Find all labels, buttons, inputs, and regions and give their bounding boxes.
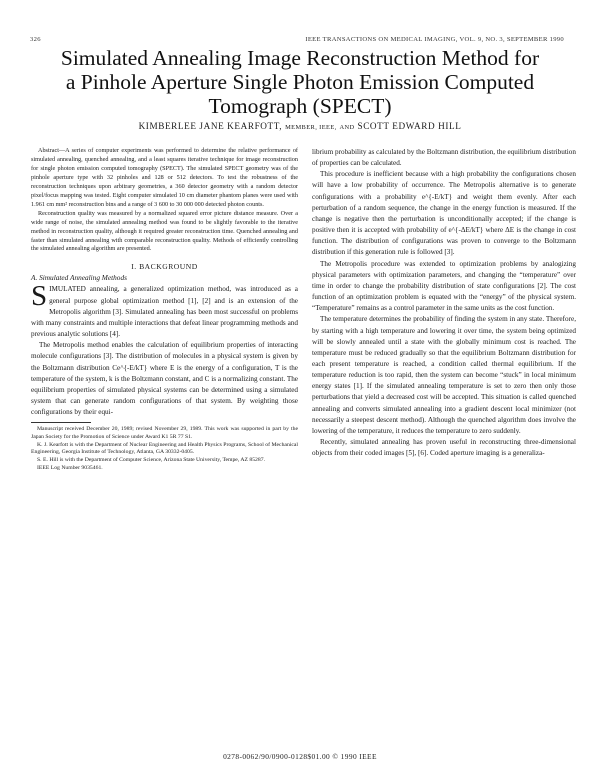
- author-conjunction: AND: [339, 124, 355, 131]
- journal-running-head: IEEE TRANSACTIONS ON MEDICAL IMAGING, VOL. 9, NO. 3, SEPTEMBER 1990: [305, 36, 564, 43]
- subsection-heading: A. Simulated Annealing Methods: [31, 273, 127, 283]
- footnote-kearfott-affiliation: K. J. Kearfott is with the Department of Nuclear Engineering and Health Physics Programs, School of Mechanical Engineering, Georgia Institute of Technology, Atlanta, GA 30332-0405.: [31, 441, 298, 456]
- drop-cap: S: [31, 280, 48, 313]
- intro-text: [31, 280, 298, 418]
- footnotes: [31, 426, 298, 472]
- abstract: [31, 147, 298, 254]
- right-paragraph-3: The Metropolis procedure was extended to optimization problems by analogizing physical parameters with optimization parameters, and changing the “temperature” over time in order to change the probability distribution of state configurations [2]. The cost function of an optimization problem is equated with the “energy” of the physical system. “Temperature” remains as a control parameter in the same units as the cost function.: [312, 259, 576, 313]
- section-heading: I. BACKGROUND: [131, 262, 198, 272]
- author-kearfott: KIMBERLEE JANE KEARFOTT,: [138, 121, 283, 131]
- metropolis-paragraph: The Metropolis method enables the calculation of equilibrium properties of interacting molecule configurations [3]. The distribution of molecules in a physical system is given by the Boltzmann distribution Ce^{-E/kT} where E is the energy of a configuration, T is the temperature of the system, k is the Boltzmann constant, and C is a normalizing constant. The equilibrium properties of simulated physical systems can be determined using a simulated system that can generate random configurations of that system. By weighting those configurations by their equi-: [31, 341, 298, 417]
- intro-lead-text: IMULATED annealing, a generalized optimization method, was introduced as a general purpose global optimization method [1], [2] and is an extension of the Metropolis algorithm [3]. Simulated annealing has been most successful on problems with many constraints and multiple interactions that defeat linear programming methods and previous analytic solutions [4].: [31, 285, 298, 339]
- abstract-paragraph-2: Reconstruction quality was measured by a normalized squared error picture distance measure. Over a wide range of noise, the simulated annealing method was found to be slightly favorable to the iterative method in reconstruction quality, although it required greater reconstruction time. Quenched annealing and faster than simulated annealing with comparable reconstruction quality. Methods of efficiently controlling the simulated annealing algorithm are presented.: [31, 209, 298, 253]
- footnote-rule: [31, 422, 91, 423]
- right-paragraph-4: The temperature determines the probability of finding the system in any state. Therefore, by starting with a high temperature and lowering it over time, the system being optimized will be slowly annealed until a state with the globally minimum cost is reached. The temperature must be reduced gradually so that the equilibrium Boltzmann distribution for each present temperature is reached, a condition called thermal equilibrium. If the temperature reduction is too rapid, then the system can become “stuck” in local minimum energy states [1]. If the simulated annealing temperature is set to zero then only those perturbations that yield a decreased cost will be accepted. This situation is called quenched annealing and converts simulated annealing into a gradient descent local minimizer (not necessarily a steepest descent method). Although the quenched algorithm does involve the lowering of the temperature, it reduces the temperature to zero suddenly.: [312, 315, 576, 435]
- page-number: 326: [30, 36, 41, 43]
- footnote-hill-affiliation: S. E. Hill is with the Department of Computer Science, Arizona State University, Tempe, AZ 85287.: [37, 457, 266, 464]
- paper-title: Simulated Annealing Image Reconstruction Method for a Pinhole Aperture Single Photon Emission Computed Tomograph (SPECT): [60, 46, 540, 118]
- footnote-ieee-log: IEEE Log Number 9035461.: [37, 464, 103, 471]
- copyright-identifier: 0278-0062/90/0900-0128$01.00 © 1990 IEEE: [223, 752, 377, 761]
- author-membership: MEMBER, IEEE,: [285, 124, 337, 131]
- author-line: [40, 121, 560, 131]
- author-hill: SCOTT EDWARD HILL: [357, 121, 462, 131]
- right-paragraph-2: This procedure is inefficient because with a high probability the configurations chosen will have a low probability of occurrence. The Metropolis alternative is to generate configurations with a probability e^{-E/kT} and weight them evenly. After each perturbation of a random sequence, the change in the energy function is measured. If the change is negative then the perturbation is unconditionally accepted; if the change is positive then it is accepted with probability of e^{-ΔE/kT} where ΔE is the change in cost function. The distribution of configurations was proven to converge to the Boltzmann distribution if this generation rule is followed [3].: [312, 170, 576, 257]
- right-paragraph-5: Recently, simulated annealing has proven useful in reconstructing three-dimensional objects from their coded images [5], [6]. Coded aperture imaging is a generaliza-: [312, 438, 576, 458]
- left-column: [31, 147, 298, 473]
- right-paragraph-1: librium probability as calculated by the Boltzmann distribution, the equilibrium distribution of properties can be calculated.: [312, 148, 576, 168]
- abstract-paragraph: Abstract—A series of computer experiments was performed to determine the relative performance of simulated annealing, quenched annealing, and a least squares iterative technique for image reconstruction for single photon emission computed tomography (SPECT). The simulated SPECT geometry was of the pinhole aperture type with 32 pinholes and 128 or 512 detectors. To test the robustness of the reconstruction techniques upon arbitrary geometries, a 360 detector geometry with a random detector pixel/focus mapping was tested. Eight computer simulated 10 cm diameter phantom planes were used with 1.961 cm mm² reconstruction bins and a range of 3 600 to 30 000 000 detected photon counts.: [31, 147, 298, 208]
- intro-paragraph: [31, 280, 298, 340]
- right-column: [312, 147, 576, 459]
- footnote-manuscript: Manuscript received December 20, 1989; revised November 29, 1989. This work was supported in part by the Japan Society for the Promotion of Science under Award K1 5R 77 S1.: [31, 426, 298, 441]
